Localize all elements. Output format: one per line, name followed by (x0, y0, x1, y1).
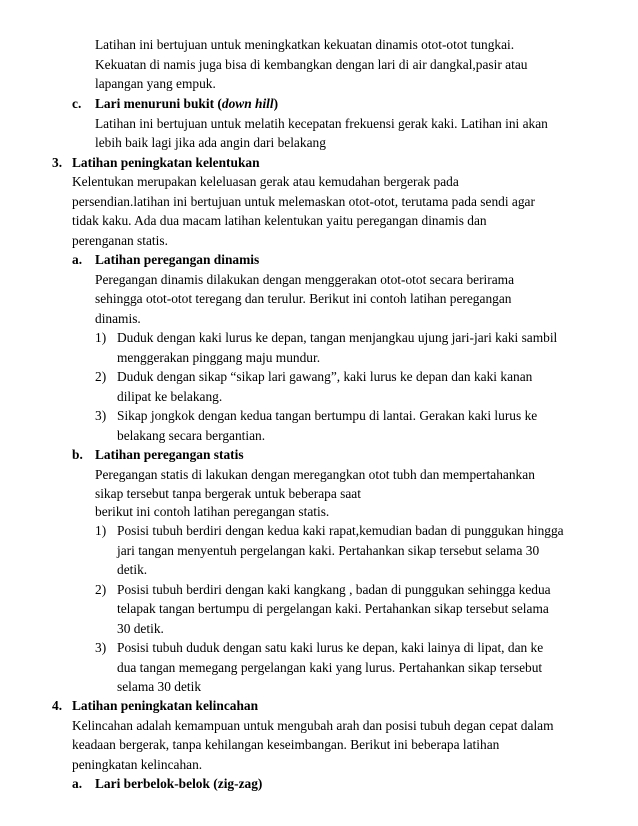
subheading-title: Latihan peregangan statis (95, 447, 244, 462)
list-number: 1) (95, 523, 107, 538)
list-number: 2) (95, 582, 107, 597)
list-number: 3) (95, 408, 107, 423)
section-heading-4 (52, 697, 258, 715)
paragraph-line: Latihan ini bertujuan untuk meningkatkan kekuatan dinamis otot-otot tungkai. (95, 37, 515, 52)
subheading-a (72, 251, 259, 269)
list-item-text: Duduk dengan kaki lurus ke depan, tangan menjangkau ujung jari-jari kaki sambil (117, 330, 558, 345)
section-marker: 4. (52, 698, 63, 713)
paragraph-line: dinamis. (95, 311, 141, 326)
subheading-title: Lari berbelok-belok (zig-zag) (95, 776, 263, 791)
list-item-text: Posisi tubuh berdiri dengan kaki kangkang , badan di punggukan sehingga kedua (117, 582, 551, 597)
list-item-text: Duduk dengan sikap “sikap lari gawang”, kaki lurus ke depan dan kaki kanan (117, 369, 533, 384)
paragraph-line: peningkatan kelincahan. (72, 757, 203, 772)
paragraph-line: perenganan statis. (72, 233, 168, 248)
paragraph-line: Latihan ini bertujuan untuk melatih kecepatan frekuensi gerak kaki. Latihan ini akan (95, 116, 548, 131)
list-marker: b. (72, 447, 83, 462)
paragraph-line: Peregangan statis di lakukan dengan meregangkan otot tubh dan mempertahankan (95, 467, 535, 482)
paragraph-line: berikut ini contoh latihan peregangan statis. (95, 504, 330, 519)
list-item (95, 581, 551, 599)
list-marker: c. (72, 96, 82, 111)
list-item-continuation: menggerakan pinggang maju mundur. (117, 350, 321, 365)
list-item (95, 639, 543, 657)
list-item-continuation: selama 30 detik (117, 679, 202, 694)
subheading-title-italic: down hill (221, 96, 274, 111)
paragraph-line: Peregangan dinamis dilakukan dengan menggerakan otot-otot secara berirama (95, 272, 515, 287)
list-item (95, 329, 557, 347)
subheading-title: Latihan peregangan dinamis (95, 252, 260, 267)
list-item-continuation: dua tangan memegang pergelangan kaki yang lurus. Pertahankan sikap tersebut (117, 660, 543, 675)
list-marker: a. (72, 776, 83, 791)
list-item (95, 368, 532, 386)
list-number: 2) (95, 369, 107, 384)
paragraph-line: Kelentukan merupakan keleluasan gerak atau kemudahan bergerak pada (72, 174, 459, 189)
list-item-continuation: detik. (117, 562, 148, 577)
list-item-continuation: 30 detik. (117, 621, 164, 636)
list-item-text: Posisi tubuh berdiri dengan kedua kaki rapat,kemudian badan di punggukan hingga (117, 523, 564, 538)
list-number: 1) (95, 330, 107, 345)
paragraph-line: lapangan yang empuk. (95, 76, 216, 91)
paragraph-line: Kelincahan adalah kemampuan untuk mengubah arah dan posisi tubuh degan cepat dalam (72, 718, 554, 733)
section-title: Latihan peningkatan kelentukan (72, 155, 260, 170)
list-item-text: Posisi tubuh duduk dengan satu kaki lurus ke depan, kaki lainya di lipat, dan ke (117, 640, 544, 655)
list-item-text: Sikap jongkok dengan kedua tangan bertumpu di lantai. Gerakan kaki lurus ke (117, 408, 538, 423)
list-number: 3) (95, 640, 107, 655)
section-heading-3 (52, 154, 260, 172)
section-marker: 3. (52, 155, 63, 170)
paragraph-line: keadaan bergerak, tanpa kehilangan keseimbangan. Berikut ini beberapa latihan (72, 737, 500, 752)
list-marker: a. (72, 252, 83, 267)
subheading-title-close: ) (273, 96, 279, 111)
list-item-continuation: belakang secara bergantian. (117, 428, 266, 443)
paragraph-line: persendian.latihan ini bertujuan untuk melemaskan otot-otot, terutama pada sendi agar (72, 194, 535, 209)
list-item-continuation: jari tangan menyentuh pergelangan kaki. Pertahankan sikap tersebut selama 30 (117, 543, 540, 558)
paragraph-line: tidak kaku. Ada dua macam latihan kelentukan yaitu peregangan dinamis dan (72, 213, 487, 228)
paragraph-line: lebih baik lagi jika ada angin dari belakang (95, 135, 326, 150)
list-item (95, 522, 564, 540)
section-title: Latihan peningkatan kelincahan (72, 698, 259, 713)
paragraph-line: sehingga otot-otot teregang dan terulur. Berikut ini contoh latihan peregangan (95, 291, 512, 306)
list-item-continuation: dilipat ke belakang. (117, 389, 223, 404)
subheading-a (72, 775, 262, 793)
subheading-title: Lari menuruni bukit ( (95, 96, 222, 111)
paragraph-line: Kekuatan di namis juga bisa di kembangkan dengan lari di air dangkal,pasir atau (95, 57, 528, 72)
paragraph-line: sikap tersebut tanpa bergerak untuk beberapa saat (95, 486, 361, 501)
subheading-c (72, 95, 278, 113)
list-item-continuation: telapak tangan bertumpu di pergelangan kaki. Pertahankan sikap tersebut selama (117, 601, 549, 616)
list-item (95, 407, 537, 425)
subheading-b (72, 446, 244, 464)
